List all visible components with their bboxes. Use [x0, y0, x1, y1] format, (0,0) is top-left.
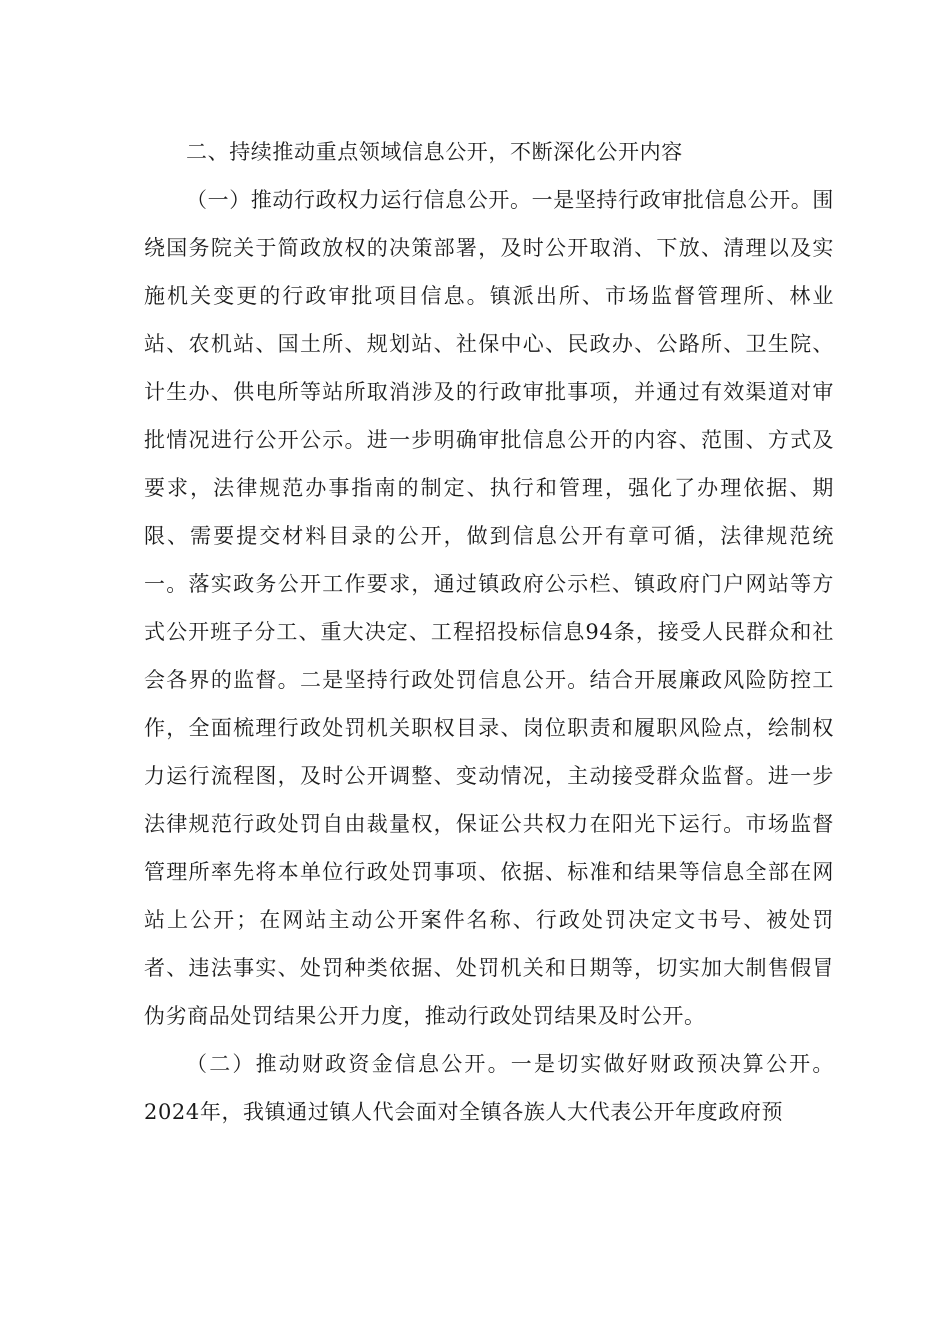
paragraph-fiscal-funds: （二）推动财政资金信息公开。一是切实做好财政预决算公开。2024年，我镇通过镇人代会面对全镇各族人大代表公开年度政府预 — [144, 1052, 834, 1124]
document-body — [144, 128, 834, 1136]
paragraph-administrative-power: （一）推动行政权力运行信息公开。一是坚持行政审批信息公开。围绕国务院关于简政放权的决策部署，及时公开取消、下放、清理以及实施机关变更的行政审批项目信息。镇派出所、市场监督管理所、林业站、农机站、国土所、规划站、社保中心、民政办、公路所、卫生院、计生办、供电所等站所取消涉及的行政审批事项，并通过有效渠道对审批情况进行公开公示。进一步明确审批信息公开的内容、范围、方式及要求，法律规范办事指南的制定、执行和管理，强化了办理依据、期限、需要提交材料目录的公开，做到信息公开有章可循，法律规范统一。落实政务公开工作要求，通过镇政府公示栏、镇政府门户网站等方式公开班子分工、重大决定、工程招投标信息94条，接受人民群众和社会各界的监督。二是坚持行政处罚信息公开。结合开展廉政风险防控工作，全面梳理行政处罚机关职权目录、岗位职责和履职风险点，绘制权力运行流程图，及时公开调整、变动情况，主动接受群众监督。进一步法律规范行政处罚自由裁量权，保证公共权力在阳光下运行。市场监督管理所率先将本单位行政处罚事项、依据、标准和结果等信息全部在网站上公开；在网站主动公开案件名称、行政处罚决定文书号、被处罚者、违法事实、处罚种类依据、处罚机关和日期等，切实加大制售假冒伪劣商品处罚结果公开力度，推动行政处罚结果及时公开。 — [144, 188, 834, 1028]
section-heading: 二、持续推动重点领域信息公开，不断深化公开内容 — [186, 140, 683, 164]
